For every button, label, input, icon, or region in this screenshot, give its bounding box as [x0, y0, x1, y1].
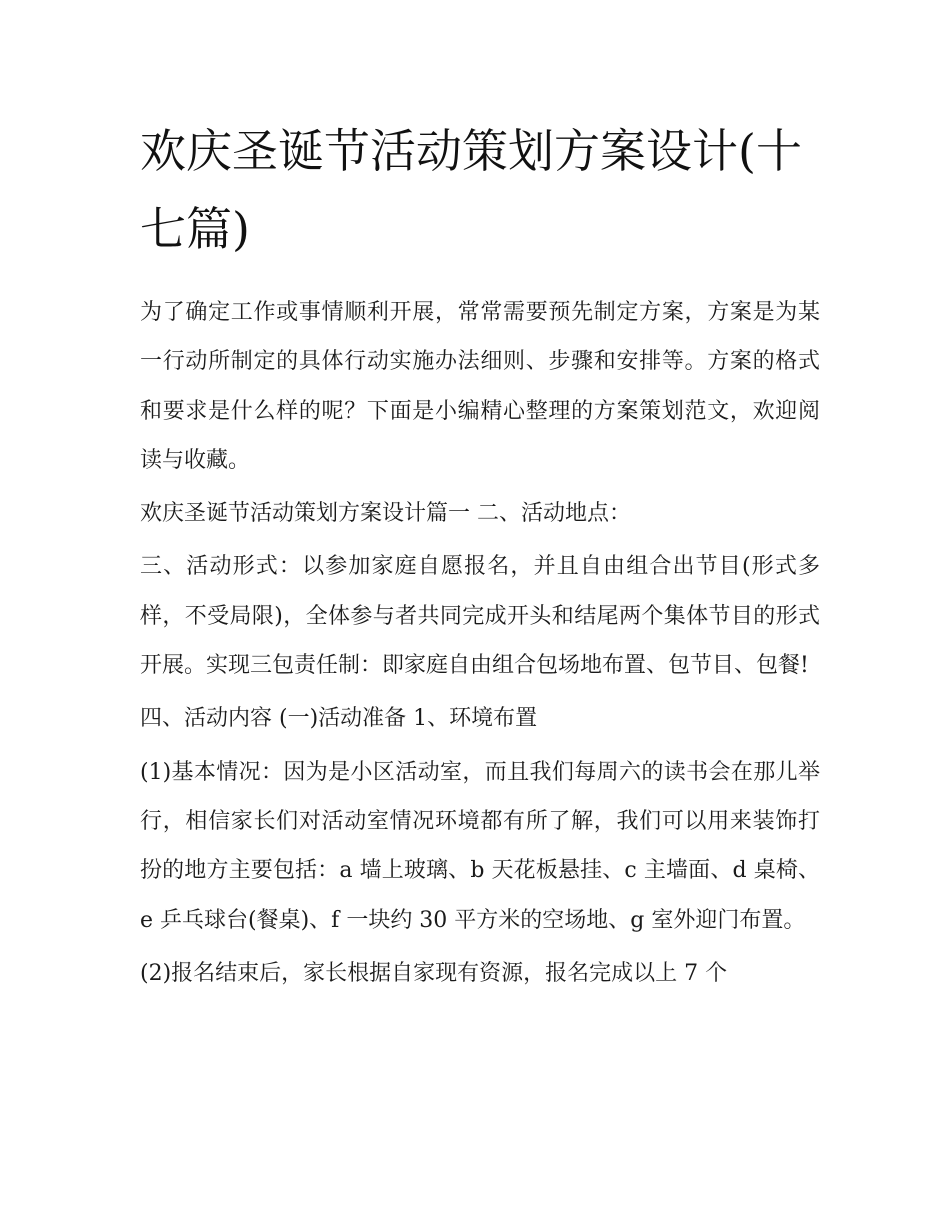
- paragraph-section-heading: 欢庆圣诞节活动策划方案设计篇一 二、活动地点：: [140, 501, 631, 527]
- paragraph-intro: 为了确定工作或事情顺利开展，常常需要预先制定方案，方案是为某一行动所制定的具体行动实施办法细则、步骤和安排等。方案的格式和要求是什么样的呢？下面是小编精心整理的方案策划范文，欢迎阅读与收藏。: [140, 300, 820, 473]
- document-body: [140, 288, 820, 998]
- paragraph-basic-situation: (1)基本情况：因为是小区活动室，而且我们每周六的读书会在那儿举行，相信家长们对活动室情况环境都有所了解，我们可以用来装饰打扮的地方主要包括：a 墙上玻璃、b 天花板悬挂、c 主墙面、d 桌椅、e 乒乓球台(餐桌)、f 一块约 30 平方米的空场地、g 室外迎门布置。: [140, 759, 820, 933]
- paragraph-activity-content: 四、活动内容 (一)活动准备 1、环境布置: [140, 706, 538, 732]
- paragraph-activity-form: 三、活动形式：以参加家庭自愿报名，并且自由组合出节目(形式多样，不受局限)，全体参与者共同完成开头和结尾两个集体节目的形式开展。实现三包责任制：即家庭自由组合包场地布置、包节目、包餐!: [140, 554, 820, 679]
- document-title: 欢庆圣诞节活动策划方案设计(十七篇): [140, 124, 802, 256]
- document-page: [140, 112, 820, 1002]
- paragraph-registration: (2)报名结束后，家长根据自家现有资源，报名完成以上 7 个: [140, 960, 728, 986]
